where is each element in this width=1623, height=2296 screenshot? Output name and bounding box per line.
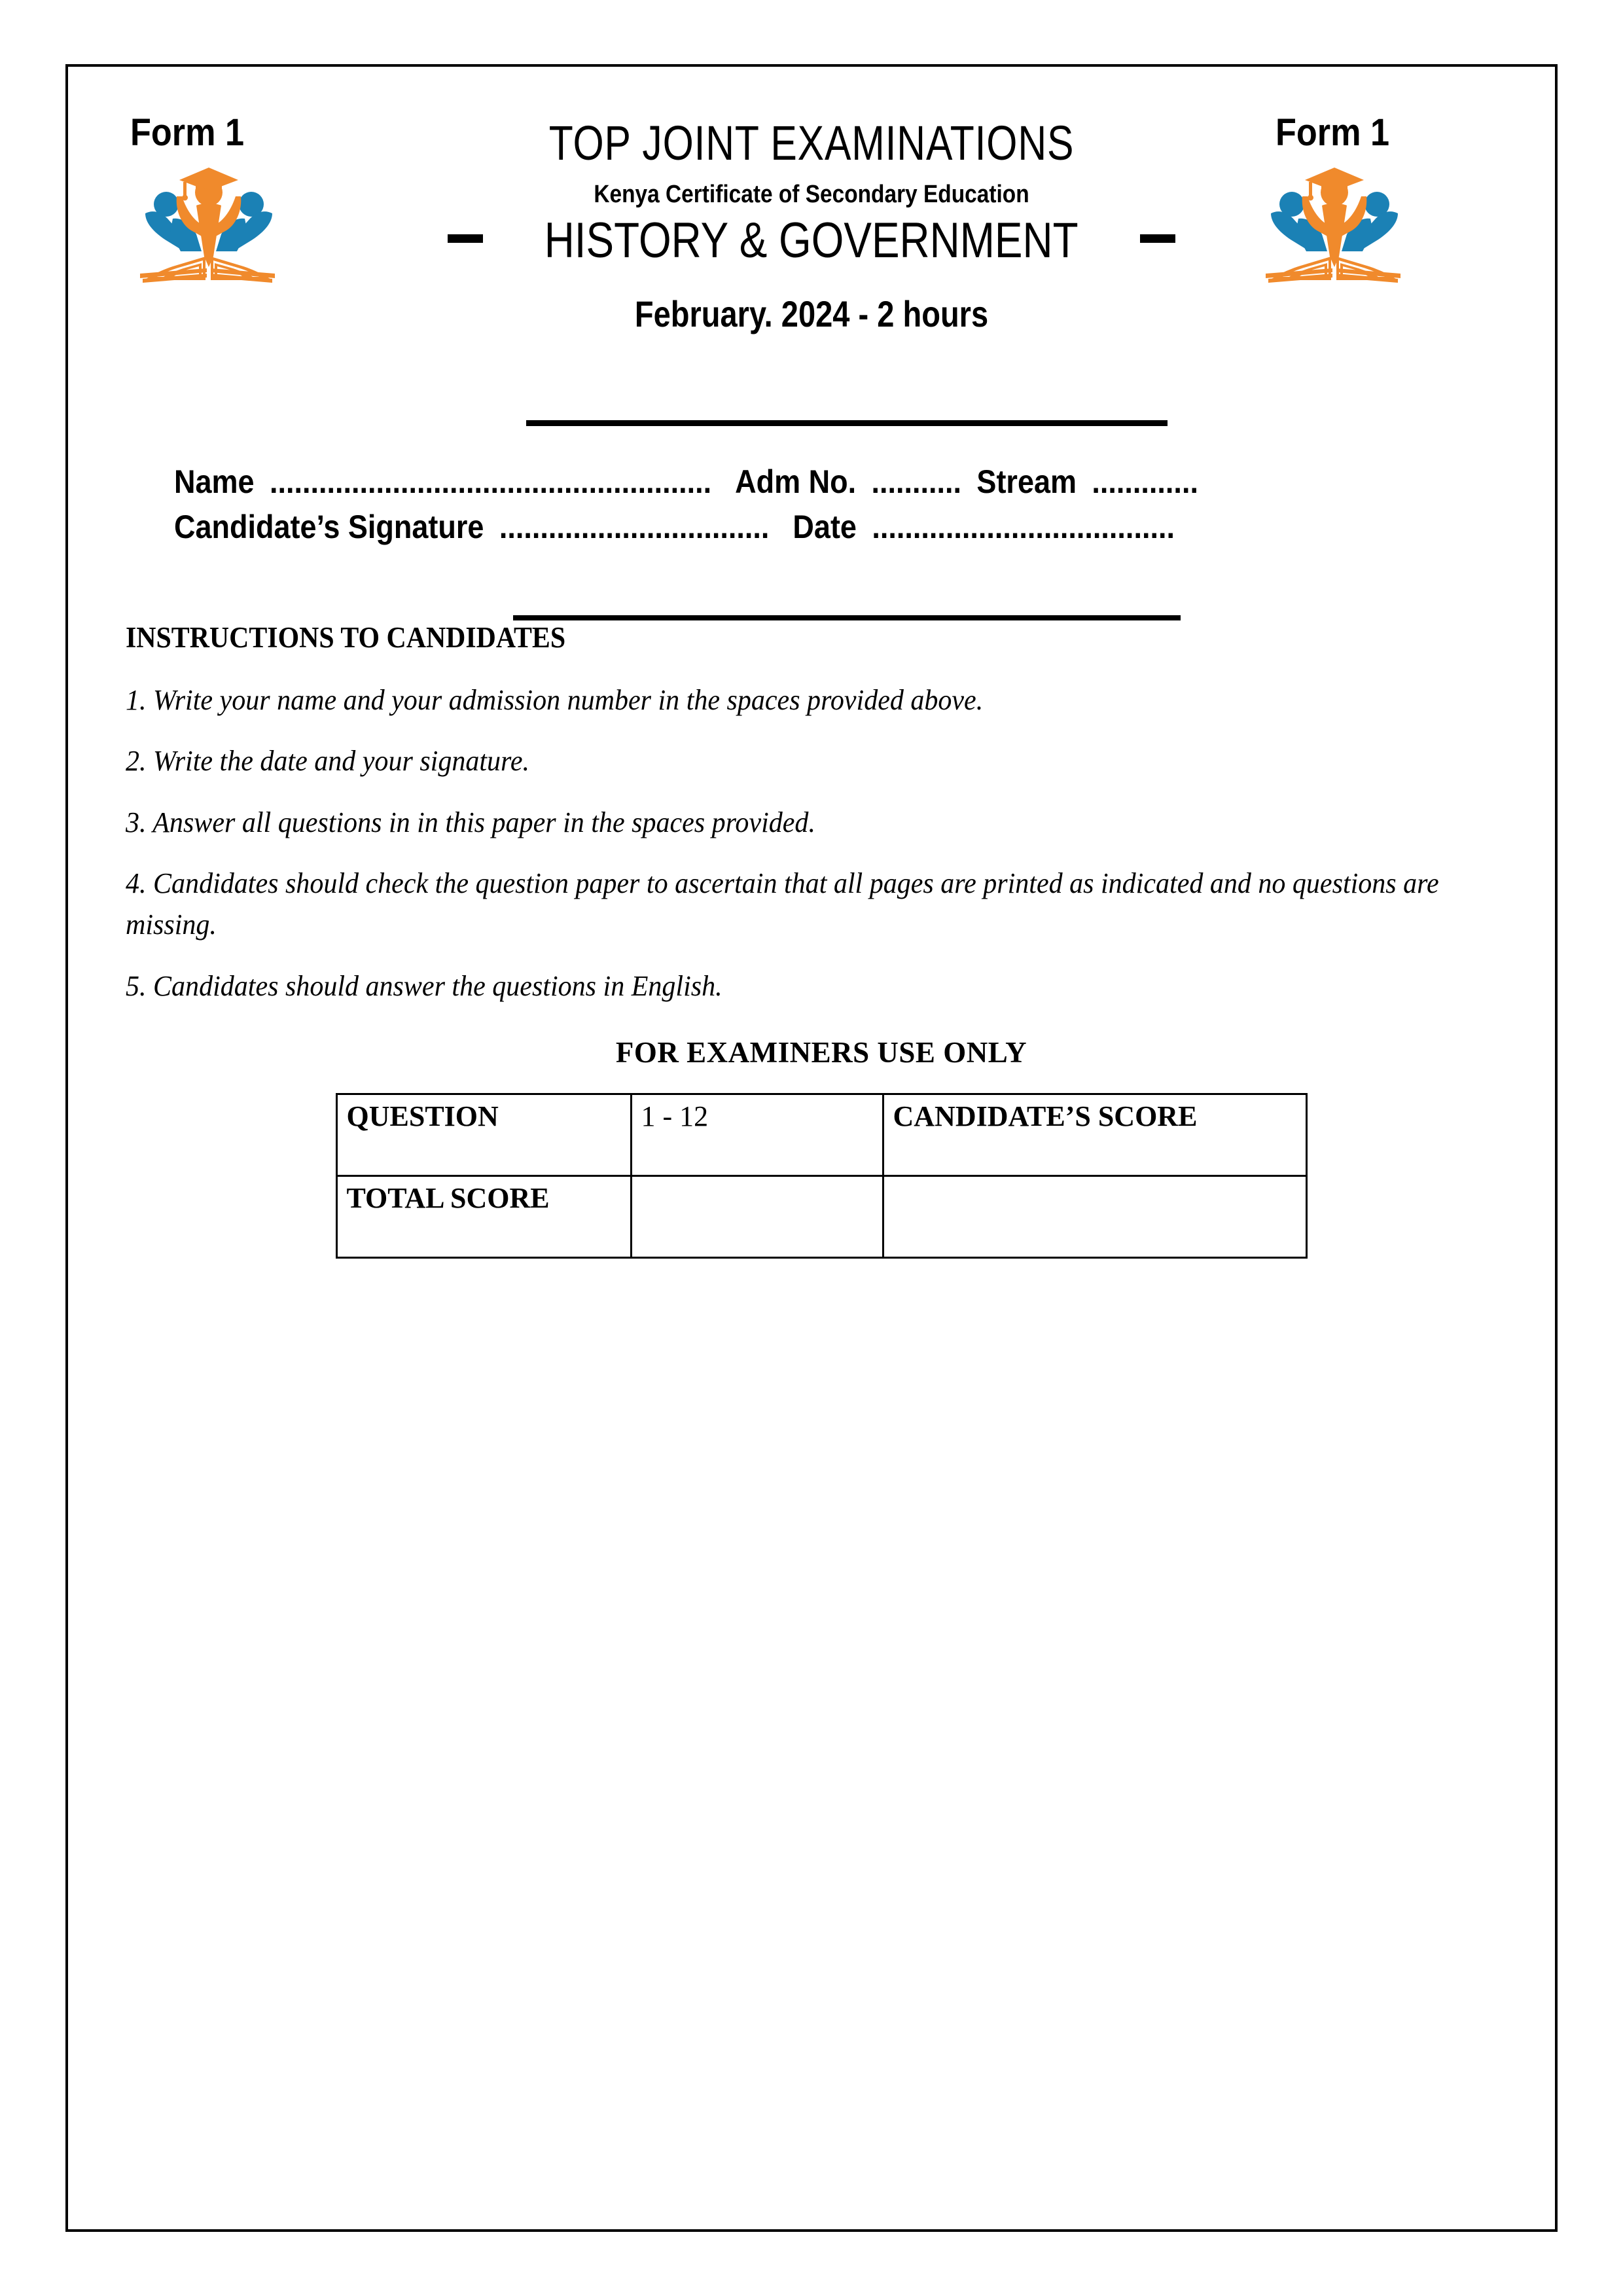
- instruction-item: 1. Write your name and your admission number in the spaces provided above.: [126, 684, 984, 716]
- exam-header: [68, 67, 1555, 590]
- name-input-dots[interactable]: ......................................................: [269, 463, 712, 500]
- page-title: TOP JOINT EXAMINATIONS: [548, 116, 1075, 170]
- signature-label: Candidate’s Signature: [174, 509, 484, 545]
- subject-name: HISTORY & GOVERNMENT: [544, 213, 1079, 268]
- cell-total-score-value[interactable]: [883, 1176, 1306, 1258]
- instructions-heading: INSTRUCTIONS TO CANDIDATES: [126, 621, 566, 654]
- name-label: Name: [174, 463, 255, 500]
- cell-question-range: 1 - 12: [631, 1094, 883, 1176]
- name-field-row[interactable]: [68, 459, 1406, 505]
- graduates-book-icon: [134, 158, 284, 283]
- instruction-item: 4. Candidates should check the question paper to ascertain that all pages are printed as indicated and no questions are missing.: [126, 867, 1439, 941]
- dash-right-icon: [1140, 234, 1175, 243]
- cell-candidate-score-label: CANDIDATE’S SCORE: [883, 1094, 1306, 1176]
- table-row: [336, 1176, 1306, 1258]
- adm-no-label: Adm No.: [735, 463, 857, 500]
- instructions-section: [126, 620, 1517, 1259]
- stream-label: Stream: [976, 463, 1077, 500]
- exam-subtitle: Kenya Certificate of Secondary Education: [594, 181, 1029, 208]
- examiners-table-wrap: [126, 1093, 1517, 1259]
- date-label: Date: [793, 509, 857, 545]
- examiners-score-table: [336, 1093, 1308, 1259]
- instruction-item: 2. Write the date and your signature.: [126, 745, 530, 778]
- dash-left-icon: [448, 234, 483, 243]
- table-row: [336, 1094, 1306, 1176]
- school-logo-left: [134, 158, 284, 283]
- graduates-book-icon: [1259, 158, 1410, 283]
- header-rule-top: [526, 420, 1168, 426]
- cell-question-label: QUESTION: [336, 1094, 631, 1176]
- date-input-dots[interactable]: .....................................: [872, 509, 1175, 545]
- candidate-particulars: [68, 459, 1555, 550]
- form-level-label-right: Form 1: [1275, 111, 1390, 154]
- examiners-section-heading: FOR EXAMINERS USE ONLY: [615, 1036, 1027, 1069]
- signature-field-row[interactable]: [68, 505, 1406, 550]
- stream-input-dots[interactable]: .............: [1092, 463, 1198, 500]
- cell-total-score-label: TOTAL SCORE: [336, 1176, 631, 1258]
- instruction-item: 3. Answer all questions in in this paper in the spaces provided.: [126, 806, 815, 838]
- instruction-item: 5. Candidates should answer the questions in English.: [126, 969, 722, 1002]
- form-level-label-left: Form 1: [130, 111, 245, 154]
- exam-page-border: [65, 64, 1558, 2232]
- school-logo-right: [1259, 158, 1410, 283]
- exam-date-duration: February. 2024 - 2 hours: [634, 293, 989, 334]
- signature-input-dots[interactable]: .................................: [499, 509, 770, 545]
- cell-total-score-range[interactable]: [631, 1176, 883, 1258]
- adm-no-input-dots[interactable]: ...........: [871, 463, 962, 500]
- header-rule-bottom: [513, 615, 1181, 620]
